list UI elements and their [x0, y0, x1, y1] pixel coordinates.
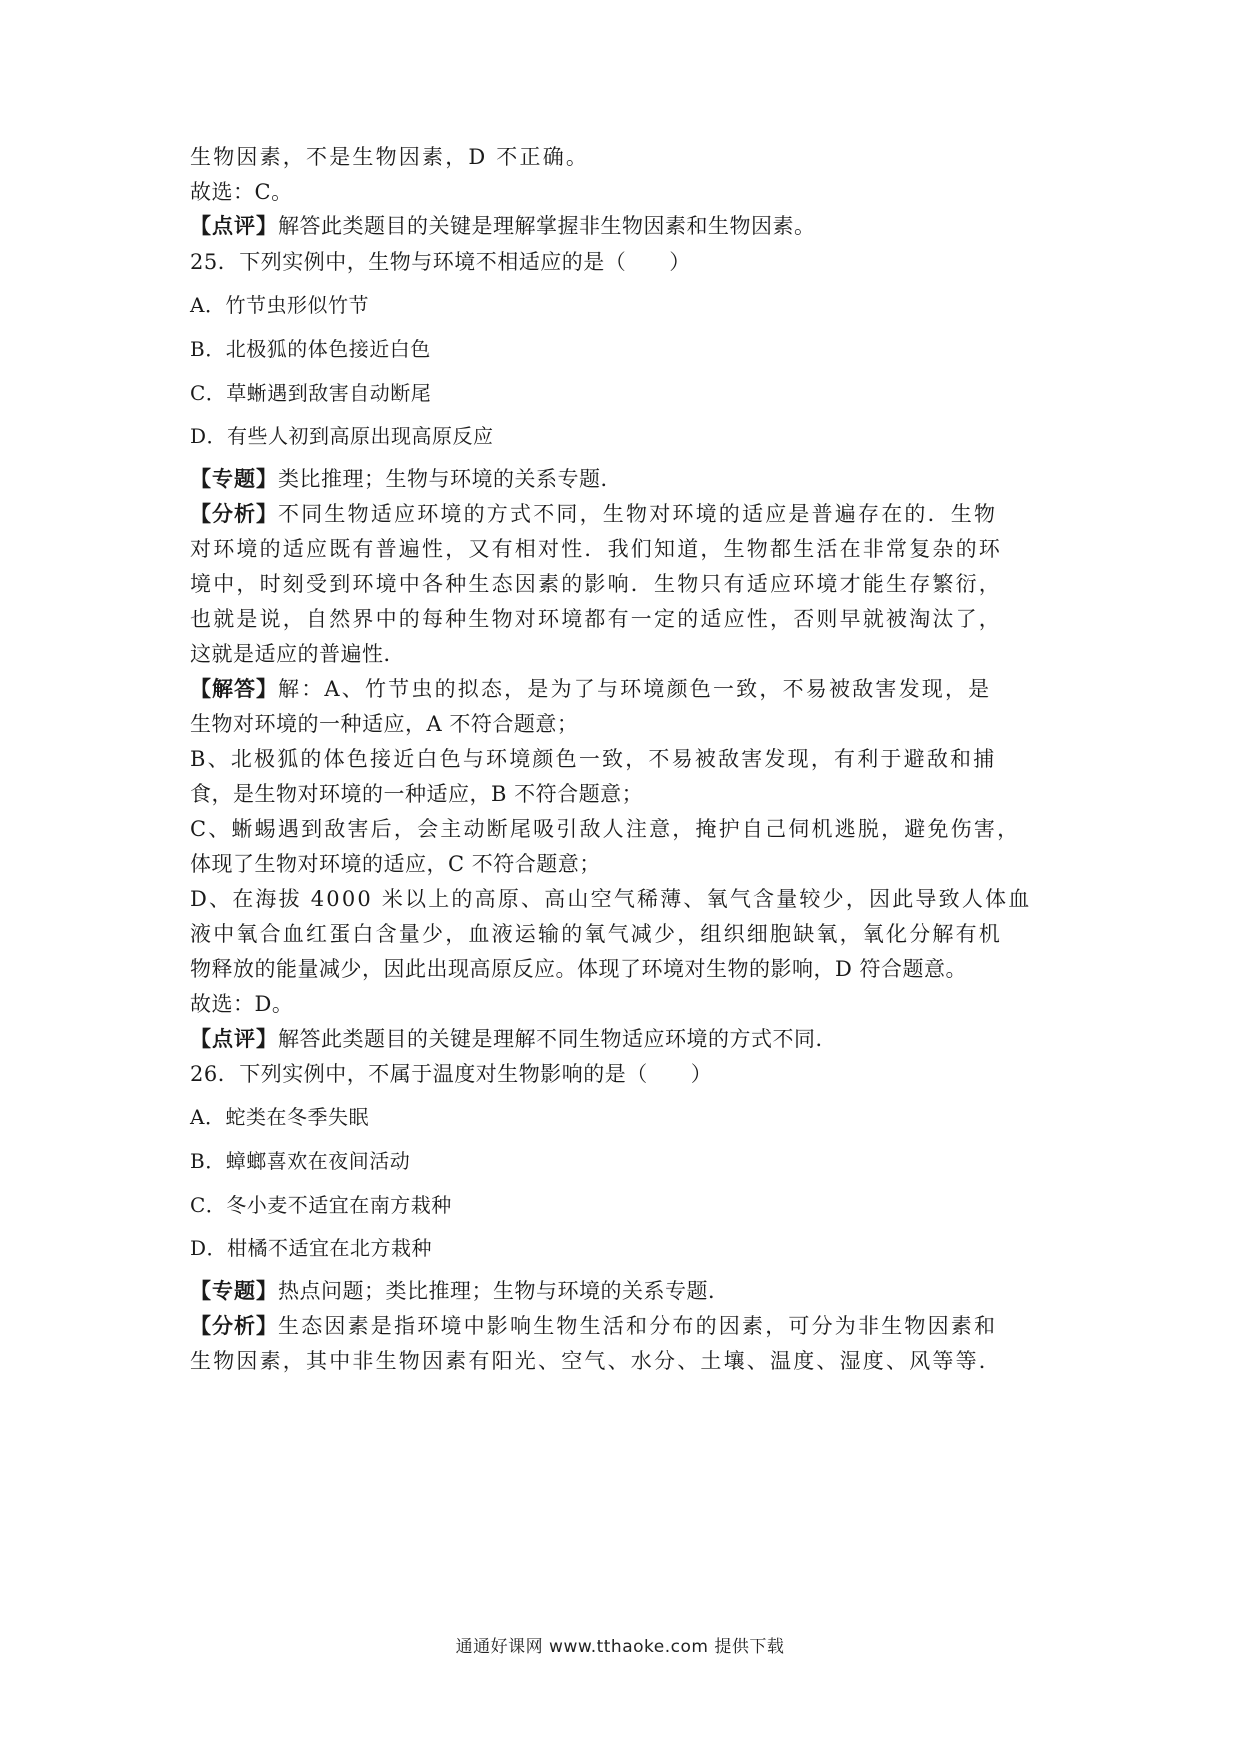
solution-line: 液中氧合血红蛋白含量少，血液运输的氧气减少，组织细胞缺氧，氧化分解有机: [190, 922, 1002, 946]
solution-line: D、在海拔 4000 米以上的高原、高山空气稀薄、氧气含量较少，因此导致人体血: [190, 887, 1032, 911]
comment-line: 【点评】解答此类题目的关键是理解不同生物适应环境的方式不同．: [190, 1027, 837, 1051]
analysis-line: 境中，时刻受到环境中各种生态因素的影响．生物只有适应环境才能生存繁衍，: [190, 572, 1002, 596]
solution-line: 食，是生物对环境的一种适应，B 不符合题意；: [190, 782, 644, 806]
question-26-option-a: A．蛇类在冬季失眠: [190, 1105, 369, 1129]
analysis-line: 【分析】生态因素是指环境中影响生物生活和分布的因素，可分为非生物因素和: [190, 1314, 998, 1338]
question-25-option-d: D．有些人初到高原出现高原反应: [190, 424, 494, 448]
question-25-option-c: C．草蜥遇到敌害自动断尾: [190, 381, 432, 405]
question-25-option-a: A．竹节虫形似竹节: [190, 293, 369, 317]
topic-line: 【专题】热点问题；类比推理；生物与环境的关系专题．: [190, 1279, 730, 1303]
question-26-option-b: B．蟑螂喜欢在夜间活动: [190, 1149, 411, 1173]
section-tag: 【解答】: [190, 677, 278, 701]
analysis-line: 这就是适应的普遍性．: [190, 642, 405, 666]
solution-line: B、北极狐的体色接近白色与环境颜色一致，不易被敌害发现，有利于避敌和捕: [190, 747, 997, 771]
question-25-title: 25．下列实例中，生物与环境不相适应的是（ ）: [190, 250, 691, 274]
question-26-option-d: D．柑橘不适宜在北方栽种: [190, 1236, 433, 1260]
analysis-line: 对环境的适应既有普遍性，又有相对性．我们知道，生物都生活在非常复杂的环: [190, 537, 1002, 561]
section-tag: 【点评】: [190, 214, 278, 238]
question-25-option-b: B．北极狐的体色接近白色: [190, 337, 431, 361]
text-line: 生物因素，不是生物因素，D 不正确。: [190, 145, 590, 169]
section-tag: 【分析】: [190, 1314, 278, 1338]
solution-line: 生物对环境的一种适应，A 不符合题意；: [190, 712, 579, 736]
section-tag: 【专题】: [190, 1279, 278, 1303]
solution-line: C、蜥蜴遇到敌害后，会主动断尾吸引敌人注意，掩护自己伺机逃脱，避免伤害，: [190, 817, 1021, 841]
solution-line: 体现了生物对环境的适应，C 不符合题意；: [190, 852, 601, 876]
analysis-line: 生物因素，其中非生物因素有阳光、空气、水分、土壤、温度、湿度、风等等．: [190, 1349, 1002, 1373]
section-tag: 【专题】: [190, 467, 278, 491]
section-tag: 【点评】: [190, 1027, 278, 1051]
answer-line: 故选：D。: [190, 992, 294, 1016]
topic-line: 【专题】类比推理；生物与环境的关系专题．: [190, 467, 622, 491]
comment-line: 【点评】解答此类题目的关键是理解掌握非生物因素和生物因素。: [190, 214, 816, 238]
page-footer: 通通好课网 www.tthaoke.com 提供下载: [455, 1637, 785, 1657]
section-tag: 【分析】: [190, 502, 278, 526]
answer-line: 故选：C。: [190, 180, 293, 204]
analysis-line: 也就是说，自然界中的每种生物对环境都有一定的适应性，否则早就被淘汰了，: [190, 607, 1002, 631]
question-26-title: 26．下列实例中，不属于温度对生物影响的是（ ）: [190, 1062, 713, 1086]
question-26-option-c: C．冬小麦不适宜在南方栽种: [190, 1193, 452, 1217]
analysis-line: 【分析】不同生物适应环境的方式不同，生物对环境的适应是普遍存在的．生物: [190, 502, 998, 526]
solution-line: 【解答】解：A、竹节虫的拟态，是为了与环境颜色一致，不易被敌害发现，是: [190, 677, 992, 701]
solution-line: 物释放的能量减少，因此出现高原反应。体现了环境对生物的影响，D 符合题意。: [190, 957, 968, 981]
